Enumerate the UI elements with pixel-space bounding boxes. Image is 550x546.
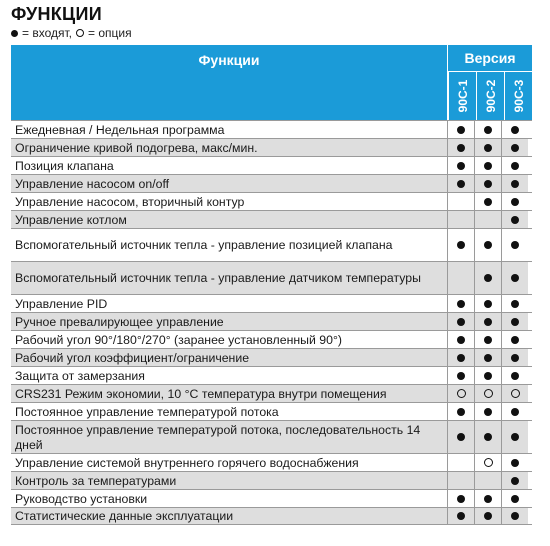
table-row bbox=[11, 471, 532, 489]
function-label: Позиция клапана bbox=[15, 158, 114, 173]
filled-dot-icon bbox=[484, 300, 492, 308]
function-label: Постоянное управление температурой потока, последовательность 14 дней bbox=[11, 421, 447, 453]
filled-dot-icon bbox=[457, 300, 465, 308]
version-cell-2 bbox=[474, 349, 501, 366]
hollow-circle-icon bbox=[457, 389, 466, 398]
function-label: Рабочий угол коэффициент/ограничение bbox=[11, 349, 447, 366]
version-cell-2 bbox=[474, 193, 501, 210]
version-cell-1 bbox=[447, 157, 474, 174]
table-row bbox=[11, 312, 532, 330]
filled-dot-icon bbox=[484, 408, 492, 416]
table-row bbox=[11, 228, 532, 261]
version-label: 90C-1 bbox=[455, 79, 470, 113]
version-cell-2 bbox=[474, 175, 501, 192]
version-col-90c2 bbox=[476, 72, 504, 120]
version-cell-2 bbox=[474, 139, 501, 156]
version-cell-3 bbox=[501, 229, 528, 261]
version-cell-2 bbox=[474, 454, 501, 471]
hollow-circle-icon bbox=[484, 389, 493, 398]
filled-dot-icon bbox=[511, 126, 519, 134]
filled-dot-icon bbox=[11, 30, 18, 37]
version-cell-3 bbox=[501, 472, 528, 489]
version-cell-1 bbox=[447, 403, 474, 420]
version-cell-3 bbox=[501, 331, 528, 348]
filled-dot-icon bbox=[511, 354, 519, 362]
table-row bbox=[11, 507, 532, 525]
version-col-90c1 bbox=[448, 72, 476, 120]
filled-dot-icon bbox=[511, 495, 519, 503]
version-cell-1 bbox=[447, 508, 474, 524]
version-cell-3 bbox=[501, 313, 528, 330]
function-label: Руководство установки bbox=[15, 491, 148, 506]
filled-dot-icon bbox=[484, 126, 492, 134]
filled-dot-icon bbox=[484, 162, 492, 170]
version-cell-3 bbox=[501, 121, 528, 138]
filled-dot-icon bbox=[457, 180, 465, 188]
table-row bbox=[11, 366, 532, 384]
version-cell-2 bbox=[474, 262, 501, 294]
filled-dot-icon bbox=[457, 336, 465, 344]
legend-included-text: = входят, bbox=[22, 26, 72, 40]
function-label: Постоянное управление температурой потока bbox=[15, 404, 279, 419]
version-cell-2 bbox=[474, 385, 501, 402]
filled-dot-icon bbox=[457, 241, 465, 249]
table-row bbox=[11, 330, 532, 348]
filled-dot-icon bbox=[511, 408, 519, 416]
version-cell-3 bbox=[501, 295, 528, 312]
version-cell-1 bbox=[447, 490, 474, 507]
filled-dot-icon bbox=[484, 180, 492, 188]
function-label: Управление насосом on/off bbox=[11, 175, 447, 192]
version-cell-2 bbox=[474, 421, 501, 453]
version-cell-3 bbox=[501, 262, 528, 294]
filled-dot-icon bbox=[457, 144, 465, 152]
function-label: Контроль за температурами bbox=[11, 472, 447, 489]
filled-dot-icon bbox=[511, 300, 519, 308]
filled-dot-icon bbox=[484, 354, 492, 362]
version-cell-3 bbox=[501, 349, 528, 366]
filled-dot-icon bbox=[511, 318, 519, 326]
hollow-circle-icon bbox=[484, 458, 493, 467]
table-row bbox=[11, 402, 532, 420]
filled-dot-icon bbox=[511, 144, 519, 152]
table-body bbox=[11, 120, 532, 525]
version-cell-1 bbox=[447, 454, 474, 471]
filled-dot-icon bbox=[511, 459, 519, 467]
version-cell-1 bbox=[447, 331, 474, 348]
filled-dot-icon bbox=[457, 126, 465, 134]
page-title: ФУНКЦИИ bbox=[11, 4, 102, 24]
table-row bbox=[11, 294, 532, 312]
version-cell-1 bbox=[447, 313, 474, 330]
hollow-circle-icon bbox=[511, 389, 520, 398]
version-cell-1 bbox=[447, 121, 474, 138]
version-cell-3 bbox=[501, 157, 528, 174]
version-cell-2 bbox=[474, 367, 501, 384]
table-row bbox=[11, 138, 532, 156]
filled-dot-icon bbox=[511, 198, 519, 206]
function-label: Управление насосом, вторичный контур bbox=[15, 194, 245, 209]
version-cell-1 bbox=[447, 211, 474, 228]
version-cell-2 bbox=[474, 403, 501, 420]
filled-dot-icon bbox=[457, 354, 465, 362]
function-label: Защита от замерзания bbox=[15, 368, 145, 383]
filled-dot-icon bbox=[511, 372, 519, 380]
version-cell-2 bbox=[474, 331, 501, 348]
filled-dot-icon bbox=[511, 274, 519, 282]
filled-dot-icon bbox=[511, 216, 519, 224]
version-cell-1 bbox=[447, 367, 474, 384]
version-label: 90C-3 bbox=[511, 79, 526, 113]
table-row bbox=[11, 384, 532, 402]
table-row bbox=[11, 348, 532, 366]
filled-dot-icon bbox=[511, 162, 519, 170]
functions-table bbox=[11, 45, 532, 525]
version-cell-2 bbox=[474, 490, 501, 507]
version-cell-2 bbox=[474, 508, 501, 524]
table-row bbox=[11, 192, 532, 210]
version-cell-1 bbox=[447, 139, 474, 156]
filled-dot-icon bbox=[511, 512, 519, 520]
filled-dot-icon bbox=[511, 336, 519, 344]
function-label: Управление системой внутреннего горячего водоснабжения bbox=[15, 455, 359, 470]
table-row bbox=[11, 489, 532, 507]
filled-dot-icon bbox=[457, 162, 465, 170]
hollow-circle-icon bbox=[76, 29, 84, 37]
filled-dot-icon bbox=[484, 318, 492, 326]
version-column-header bbox=[448, 45, 532, 120]
version-cell-1 bbox=[447, 262, 474, 294]
filled-dot-icon bbox=[484, 495, 492, 503]
function-label: CRS231 Режим экономии, 10 °С температура внутри помещения bbox=[11, 385, 447, 402]
version-cell-1 bbox=[447, 175, 474, 192]
version-cell-1 bbox=[447, 385, 474, 402]
filled-dot-icon bbox=[457, 408, 465, 416]
function-label: Ограничение кривой подогрева, макс/мин. bbox=[11, 139, 447, 156]
filled-dot-icon bbox=[484, 512, 492, 520]
function-label: Вспомогательный источник тепла - управление позицией клапана bbox=[15, 238, 393, 252]
version-header-title: Версия bbox=[448, 45, 532, 72]
table-row bbox=[11, 261, 532, 294]
filled-dot-icon bbox=[457, 433, 465, 441]
version-cell-1 bbox=[447, 421, 474, 453]
table-header bbox=[11, 45, 532, 120]
filled-dot-icon bbox=[484, 336, 492, 344]
filled-dot-icon bbox=[457, 318, 465, 326]
function-label: Статистические данные эксплуатации bbox=[11, 508, 447, 524]
function-label: Ежедневная / Недельная программа bbox=[15, 122, 225, 137]
version-cell-2 bbox=[474, 295, 501, 312]
table-row bbox=[11, 156, 532, 174]
filled-dot-icon bbox=[457, 372, 465, 380]
version-label: 90C-2 bbox=[483, 79, 498, 113]
legend bbox=[11, 26, 132, 40]
version-cell-3 bbox=[501, 508, 528, 524]
version-cell-3 bbox=[501, 454, 528, 471]
version-cell-1 bbox=[447, 193, 474, 210]
version-cell-3 bbox=[501, 211, 528, 228]
filled-dot-icon bbox=[457, 512, 465, 520]
function-label: Рабочий угол 90°/180°/270° (заранее установленный 90°) bbox=[15, 332, 342, 347]
filled-dot-icon bbox=[484, 433, 492, 441]
table-row bbox=[11, 174, 532, 192]
version-cell-3 bbox=[501, 193, 528, 210]
version-cell-2 bbox=[474, 313, 501, 330]
version-cell-3 bbox=[501, 175, 528, 192]
function-label: Управление PID bbox=[15, 296, 108, 311]
table-row bbox=[11, 210, 532, 228]
function-label: Управление котлом bbox=[11, 211, 447, 228]
version-cell-1 bbox=[447, 349, 474, 366]
functions-column-header: Функции bbox=[11, 45, 447, 120]
table-row bbox=[11, 120, 532, 138]
version-cell-3 bbox=[501, 403, 528, 420]
filled-dot-icon bbox=[484, 274, 492, 282]
version-cell-3 bbox=[501, 385, 528, 402]
table-row bbox=[11, 453, 532, 471]
version-cell-2 bbox=[474, 121, 501, 138]
table-row bbox=[11, 420, 532, 453]
version-cell-2 bbox=[474, 229, 501, 261]
filled-dot-icon bbox=[484, 372, 492, 380]
filled-dot-icon bbox=[511, 241, 519, 249]
filled-dot-icon bbox=[511, 477, 519, 485]
version-cell-2 bbox=[474, 157, 501, 174]
version-cell-1 bbox=[447, 472, 474, 489]
function-label: Вспомогательный источник тепла - управление датчиком температуры bbox=[11, 262, 447, 294]
version-cell-1 bbox=[447, 295, 474, 312]
filled-dot-icon bbox=[457, 495, 465, 503]
version-cell-3 bbox=[501, 367, 528, 384]
version-cell-3 bbox=[501, 421, 528, 453]
filled-dot-icon bbox=[511, 180, 519, 188]
filled-dot-icon bbox=[484, 241, 492, 249]
version-cell-3 bbox=[501, 490, 528, 507]
version-col-90c3 bbox=[504, 72, 532, 120]
version-cell-3 bbox=[501, 139, 528, 156]
legend-option-text: = опция bbox=[88, 26, 132, 40]
version-cell-2 bbox=[474, 472, 501, 489]
filled-dot-icon bbox=[484, 198, 492, 206]
function-label: Ручное превалирующее управление bbox=[11, 313, 447, 330]
filled-dot-icon bbox=[511, 433, 519, 441]
version-cell-1 bbox=[447, 229, 474, 261]
version-cell-2 bbox=[474, 211, 501, 228]
filled-dot-icon bbox=[484, 144, 492, 152]
